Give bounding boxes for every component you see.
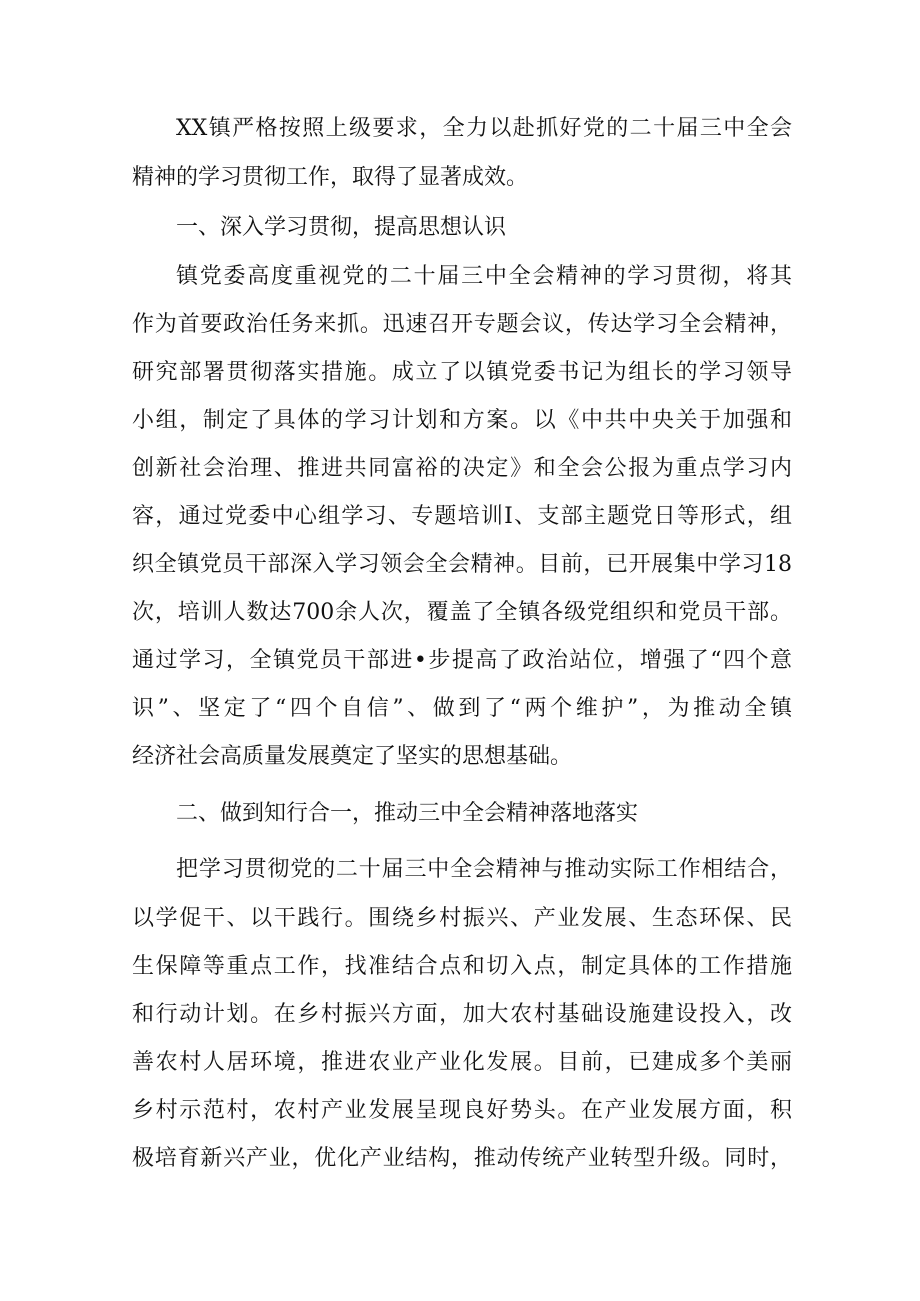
paragraph-2-line-9: 通过学习，全镇党员干部进•步提高了政治站位，增强了“四个意 [132,648,792,673]
paragraph-2-line-2: 作为首要政治任务来抓。迅速召开专题会议，传达学习全会精神， [132,312,792,337]
paragraph-2-line-7: 织全镇党员干部深入学习领会全会精神。目前，已开展集中学习18 [132,552,792,577]
section-heading-1: 一、深入学习贯彻，提高思想认识 [176,215,507,240]
paragraph-2-line-3: 研究部署贯彻落实措施。成立了以镇党委书记为组长的学习领导 [132,360,792,385]
paragraph-2-line-8: 次，培训人数达700余人次，覆盖了全镇各级党组织和党员干部。 [132,600,792,625]
paragraph-3-line-2: 以学促干、以干践行。围绕乡村振兴、产业发展、生态环保、民 [132,906,792,931]
paragraph-3-line-5: 善农村人居环境，推进农业产业化发展。目前，已建成多个美丽 [132,1050,792,1075]
section-heading-2: 二、做到知行合一，推动三中全会精神落地落实 [176,801,639,826]
paragraph-3-line-4: 和行动计划。在乡村振兴方面，加大农村基础设施建设投入，改 [132,1002,792,1027]
paragraph-1-line-1: XX镇严格按照上级要求，全力以赴抓好党的二十届三中全会 [176,116,792,141]
paragraph-2-line-6: 容，通过党委中心组学习、专题培训I、支部主题党日等形式，组 [132,504,792,529]
paragraph-2-line-4: 小组，制定了具体的学习计划和方案。以《中共中央关于加强和 [132,408,792,433]
paragraph-2-line-1: 镇党委高度重视党的二十届三中全会精神的学习贯彻，将其 [176,264,792,289]
paragraph-2-line-10: 识”、坚定了“四个自信”、做到了“两个维护”，为推动全镇 [132,696,792,721]
paragraph-3-line-1: 把学习贯彻党的二十届三中全会精神与推动实际工作相结合， [176,857,792,882]
paragraph-3-line-3: 生保障等重点工作，找准结合点和切入点，制定具体的工作措施 [132,954,792,979]
paragraph-2-line-11: 经济社会高质量发展奠定了坚实的思想基础。 [132,744,573,769]
paragraph-1-line-2: 精神的学习贯彻工作，取得了显著成效。 [132,165,529,190]
paragraph-2-line-5: 创新社会治理、推进共同富裕的决定》和全会公报为重点学习内 [132,456,792,481]
paragraph-3-line-6: 乡村示范村，农村产业发展呈现良好势头。在产业发展方面，积 [132,1098,792,1123]
paragraph-3-line-7: 极培育新兴产业，优化产业结构，推动传统产业转型升级。同时， [132,1146,792,1171]
